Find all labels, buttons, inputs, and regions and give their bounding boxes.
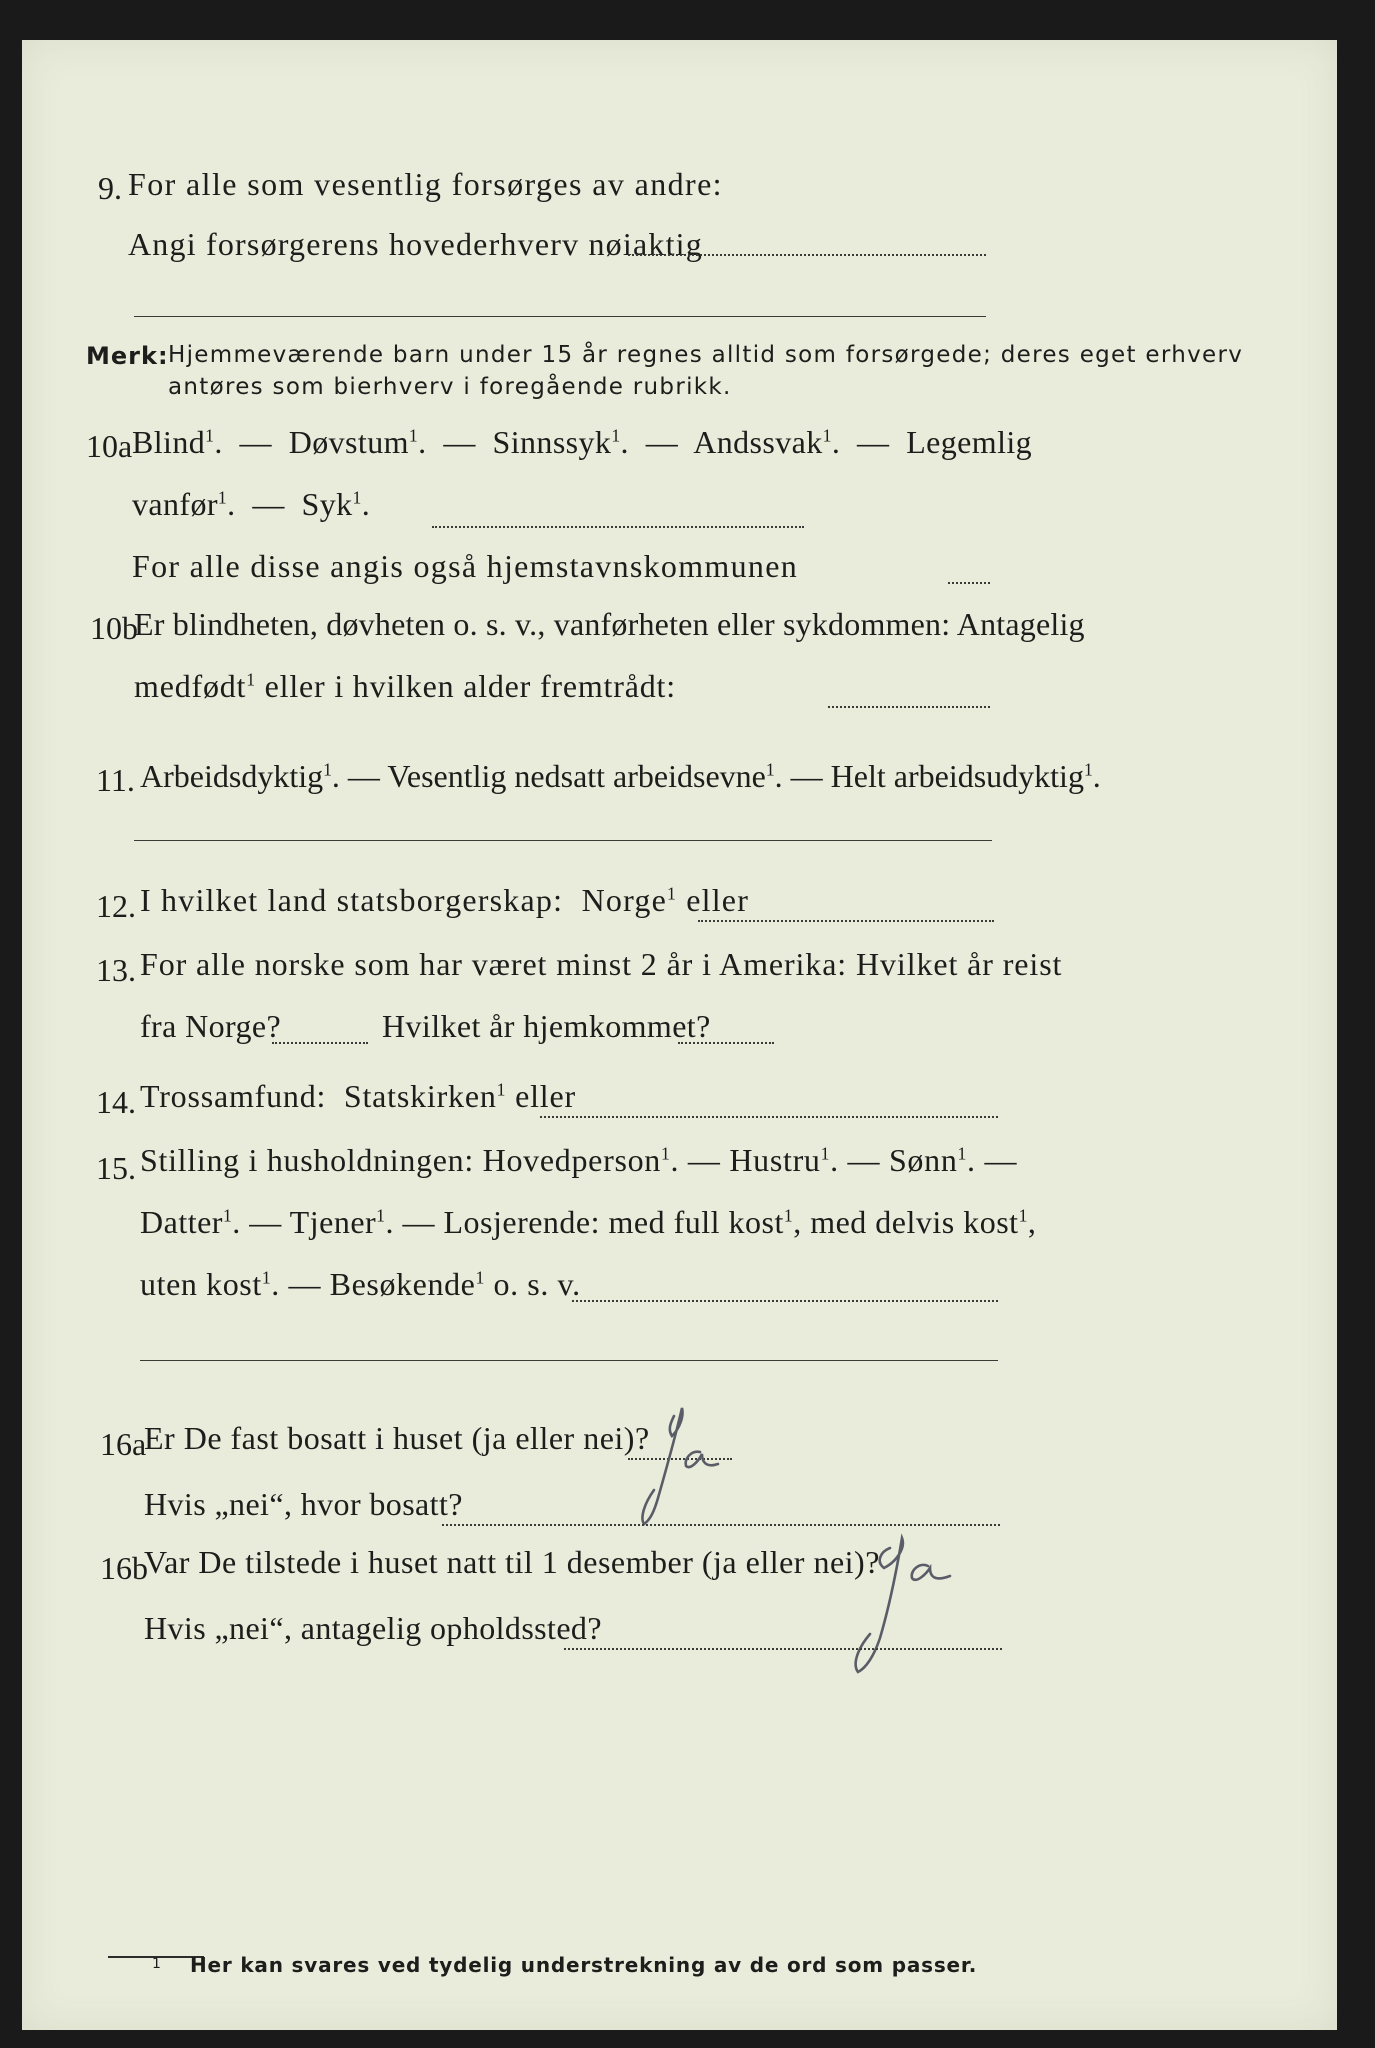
option-statskirken[interactable]: Statskirken bbox=[343, 1078, 497, 1114]
question-15-prefix: Stilling i husholdningen: bbox=[140, 1142, 474, 1178]
question-12-line1 bbox=[140, 882, 749, 919]
dash: — bbox=[790, 758, 823, 794]
option-arbeidsdyktig[interactable]: Arbeidsdyktig bbox=[140, 758, 324, 794]
option-losjerende-full-kost[interactable]: Losjerende: med full kost bbox=[443, 1204, 784, 1240]
dash: — bbox=[443, 424, 476, 460]
option-vesentlig-nedsatt[interactable]: Vesentlig nedsatt arbeidsevne bbox=[387, 758, 766, 794]
question-9-extra-line bbox=[134, 316, 986, 317]
dash: — bbox=[402, 1204, 435, 1240]
question-10a-syk-field[interactable] bbox=[432, 526, 804, 528]
question-10a-line3: For alle disse angis også hjemstavnskommunen bbox=[132, 548, 799, 584]
question-11-line1: Arbeidsdyktig$^1$. — Vesentlig nedsatt arbeidsevne$^1$. — Helt arbeidsudyktig$^1$. bbox=[140, 758, 1101, 794]
footnote-ref: 1 bbox=[475, 1267, 485, 1288]
option-norge[interactable]: Norge bbox=[581, 882, 667, 918]
question-13-hjemkommet-field[interactable] bbox=[678, 1042, 774, 1044]
dash: — bbox=[249, 1204, 282, 1240]
census-form-page bbox=[22, 40, 1337, 2030]
question-9-answer-field[interactable] bbox=[628, 254, 986, 256]
footnote-ref: 1 bbox=[246, 669, 256, 690]
footnote-ref: 1 bbox=[783, 1205, 794, 1226]
footnote-ref: 1 bbox=[667, 883, 677, 904]
option-syk[interactable]: Syk bbox=[301, 486, 353, 522]
dash: — bbox=[347, 758, 380, 794]
question-15-extra-line bbox=[140, 1360, 998, 1361]
option-sinnssyk[interactable]: Sinnssyk bbox=[492, 424, 612, 460]
question-12-eller: eller bbox=[686, 882, 750, 918]
question-10b-answer-field[interactable] bbox=[828, 706, 990, 708]
question-16a-line2: Hvis „nei“, hvor bosatt? bbox=[144, 1486, 463, 1522]
question-13-fra-norge: fra Norge? bbox=[140, 1008, 282, 1044]
footnote-ref: 1 bbox=[611, 425, 621, 446]
question-9-line2: Angi forsørgerens hovederhverv nøiaktig bbox=[128, 226, 703, 262]
option-vanfor[interactable]: vanfør bbox=[132, 486, 218, 522]
option-sonn[interactable]: Sønn bbox=[888, 1142, 958, 1178]
question-10a-number: 10a bbox=[86, 428, 133, 464]
question-10b-line1: Er blindheten, døvheten o. s. v., vanførheten eller sykdommen: Antagelig bbox=[134, 606, 1085, 642]
question-16a-answer-field[interactable] bbox=[628, 1458, 732, 1460]
footnote-ref: 1 bbox=[352, 487, 362, 508]
question-16b-line1: Var De tilstede i huset natt til 1 desember (ja eller nei)? bbox=[144, 1544, 880, 1580]
question-16a-line1: Er De fast bosatt i huset (ja eller nei)? bbox=[144, 1420, 650, 1456]
option-tjener[interactable]: Tjener bbox=[289, 1204, 377, 1240]
option-dovstum[interactable]: Døvstum bbox=[288, 424, 409, 460]
question-14-eller: eller bbox=[515, 1078, 576, 1114]
footnote-ref: 1 bbox=[1018, 1205, 1028, 1226]
question-16a-bosatt-field[interactable] bbox=[442, 1524, 1000, 1526]
handwritten-answer-16a bbox=[614, 1394, 734, 1534]
option-besokende[interactable]: Besøkende bbox=[329, 1266, 476, 1302]
option-blind[interactable]: Blind bbox=[132, 424, 206, 460]
question-14-line1 bbox=[140, 1078, 576, 1115]
merk-label: Merk: bbox=[86, 342, 169, 370]
question-16b-line2: Hvis „nei“, antagelig opholdssted? bbox=[144, 1610, 602, 1646]
dash: — bbox=[239, 424, 272, 460]
footnote-ref: 1 bbox=[496, 1079, 507, 1100]
question-12-prefix: I hvilket land statsborgerskap: bbox=[140, 882, 564, 918]
footnote-ref: 1 bbox=[408, 425, 419, 446]
question-16a-number: 16a bbox=[100, 1426, 147, 1462]
question-15-line2: Datter$^1$. — Tjener$^1$. — Losjerende: med full kost$^1$, med delvis kost$^1$, bbox=[140, 1204, 1037, 1240]
option-hovedperson[interactable]: Hovedperson bbox=[482, 1142, 661, 1178]
question-12-number: 12. bbox=[96, 888, 136, 924]
dash: — bbox=[252, 486, 285, 522]
question-12-answer-field[interactable] bbox=[698, 920, 994, 922]
dash: — bbox=[847, 1142, 881, 1178]
footnote-marker: 1 bbox=[152, 1956, 162, 1972]
dash: — bbox=[288, 1266, 322, 1302]
footnote-ref: 1 bbox=[376, 1205, 386, 1226]
question-9-line1: For alle som vesentlig forsørges av andre: bbox=[128, 166, 723, 202]
question-15-number: 15. bbox=[96, 1150, 136, 1186]
option-datter[interactable]: Datter bbox=[140, 1204, 223, 1240]
footnote-ref: 1 bbox=[765, 759, 775, 780]
merk-line2: antøres som bierhverv i foregående rubrikk. bbox=[168, 374, 732, 400]
question-10a-line2: vanfør$^1$. — Syk$^1$. bbox=[132, 486, 371, 522]
question-16b-number: 16b bbox=[100, 1550, 148, 1586]
question-15-line3: uten kost$^1$. — Besøkende$^1$ o. s. v. bbox=[140, 1266, 581, 1302]
footnote-ref: 1 bbox=[261, 1267, 272, 1288]
question-10b-line2-rest: eller i hvilken alder fremtrådt: bbox=[264, 668, 676, 704]
option-legemlig[interactable]: Legemlig bbox=[906, 424, 1033, 460]
option-hustru[interactable]: Hustru bbox=[729, 1142, 821, 1178]
question-11-extra-line bbox=[134, 840, 992, 841]
handwritten-ja-16a-drawing bbox=[614, 1394, 734, 1534]
footnote-ref: 1 bbox=[222, 1205, 233, 1226]
dash: — bbox=[645, 424, 679, 460]
question-15-answer-field[interactable] bbox=[572, 1300, 998, 1302]
question-10b-line2 bbox=[134, 668, 676, 705]
footnote-ref: 1 bbox=[820, 1143, 831, 1164]
question-13-line1: For alle norske som har været minst 2 år i Amerika: Hvilket år reist bbox=[140, 946, 1063, 982]
question-13-number: 13. bbox=[96, 952, 136, 988]
footnote-ref: 1 bbox=[217, 487, 228, 508]
merk-line1: Hjemmeværende barn under 15 år regnes alltid som forsørgede; deres eget erhverv bbox=[168, 342, 1244, 368]
question-15-osv: o. s. v. bbox=[493, 1266, 581, 1302]
footnote-ref: 1 bbox=[822, 425, 832, 446]
question-10b-number: 10b bbox=[90, 610, 138, 646]
footnote-ref: 1 bbox=[957, 1143, 968, 1164]
question-10a-hjemstavn-field[interactable] bbox=[948, 582, 990, 584]
dash: — bbox=[687, 1142, 721, 1178]
question-15-line1: Stilling i husholdningen: Hovedperson$^1$. — Hustru$^1$. — Sønn$^1$. — bbox=[140, 1142, 1018, 1178]
dash: — bbox=[984, 1142, 1018, 1178]
question-14-answer-field[interactable] bbox=[540, 1116, 998, 1118]
dash: — bbox=[857, 424, 890, 460]
option-uten-kost[interactable]: uten kost bbox=[140, 1266, 262, 1302]
question-16b-opholdssted-field[interactable] bbox=[564, 1648, 1002, 1650]
footnote-ref: 1 bbox=[661, 1143, 671, 1164]
question-14-prefix: Trossamfund: bbox=[140, 1078, 327, 1114]
footnote-ref: 1 bbox=[323, 759, 332, 780]
option-helt-arbeidsudyktig[interactable]: Helt arbeidsudyktig bbox=[830, 758, 1084, 794]
question-10a-line1: Blind$^1$. — Døvstum$^1$. — Sinnssyk$^1$. — Andssvak$^1$. — Legemlig bbox=[132, 424, 1033, 460]
option-delvis-kost[interactable]: med delvis kost bbox=[810, 1204, 1019, 1240]
question-13-hjemkommet: Hvilket år hjemkommet? bbox=[382, 1008, 711, 1044]
option-medfodt[interactable]: medfødt bbox=[134, 668, 247, 704]
option-andssvak[interactable]: Andssvak bbox=[693, 424, 823, 460]
footnote-ref: 1 bbox=[205, 425, 215, 446]
question-14-number: 14. bbox=[96, 1084, 136, 1120]
question-13-reist-field[interactable] bbox=[272, 1042, 368, 1044]
question-11-number: 11. bbox=[96, 762, 135, 798]
question-9-number: 9. bbox=[98, 170, 122, 206]
footnote-ref: 1 bbox=[1083, 759, 1093, 780]
footnote-text: Her kan svares ved tydelig understrekning av de ord som passer. bbox=[190, 1953, 978, 1977]
